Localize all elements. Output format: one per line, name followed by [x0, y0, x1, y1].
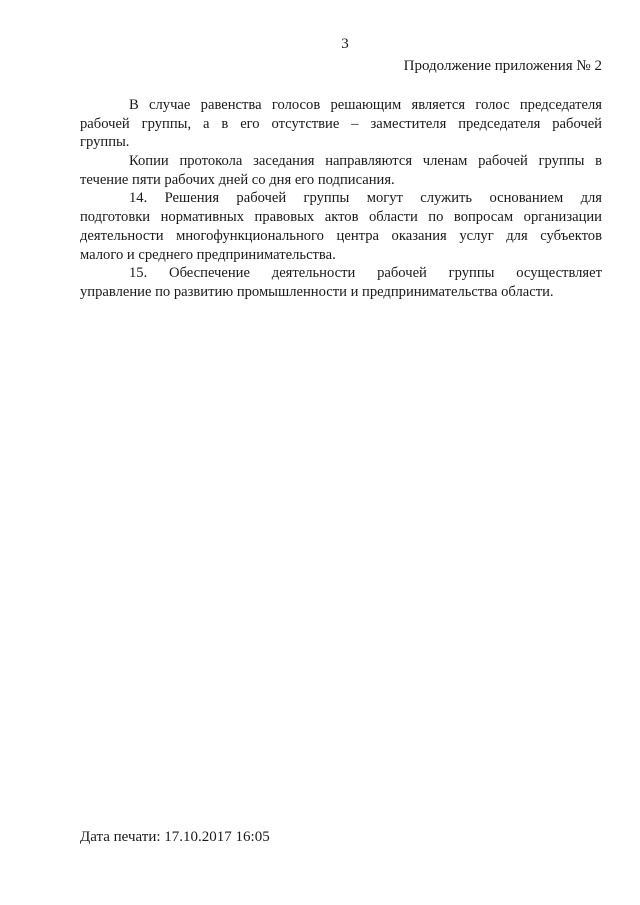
paragraph-15 — [80, 264, 602, 301]
appendix-header: Продолжение приложения № 2 — [403, 58, 602, 74]
text-line: 15. Обеспечение деятельности рабочей группы осуществляет — [129, 265, 602, 282]
paragraph — [80, 152, 602, 189]
paragraph — [80, 96, 602, 152]
page-number: 3 — [341, 36, 349, 52]
text-line: 14. Решения рабочей группы могут служить основанием для — [129, 190, 602, 207]
text-line: малого и среднего предпринимательства. — [80, 246, 336, 263]
text-line: течение пяти рабочих дней со дня его подписания. — [80, 171, 395, 188]
document-body — [80, 96, 602, 302]
text-line: рабочей группы, а в его отсутствие – заместителя председателя рабочей — [80, 115, 602, 132]
print-date: Дата печати: 17.10.2017 16:05 — [80, 829, 270, 845]
text-line: подготовки нормативных правовых актов области по вопросам организации — [80, 209, 602, 226]
text-line: деятельности многофункционального центра оказания услуг для субъектов — [80, 227, 602, 244]
text-line: группы. — [80, 134, 130, 151]
text-line: управление по развитию промышленности и предпринимательства области. — [80, 283, 554, 300]
paragraph-14 — [80, 189, 602, 264]
text-line: В случае равенства голосов решающим является голос председателя — [129, 97, 602, 113]
text-line: Копии протокола заседания направляются членам рабочей группы в — [129, 153, 602, 170]
